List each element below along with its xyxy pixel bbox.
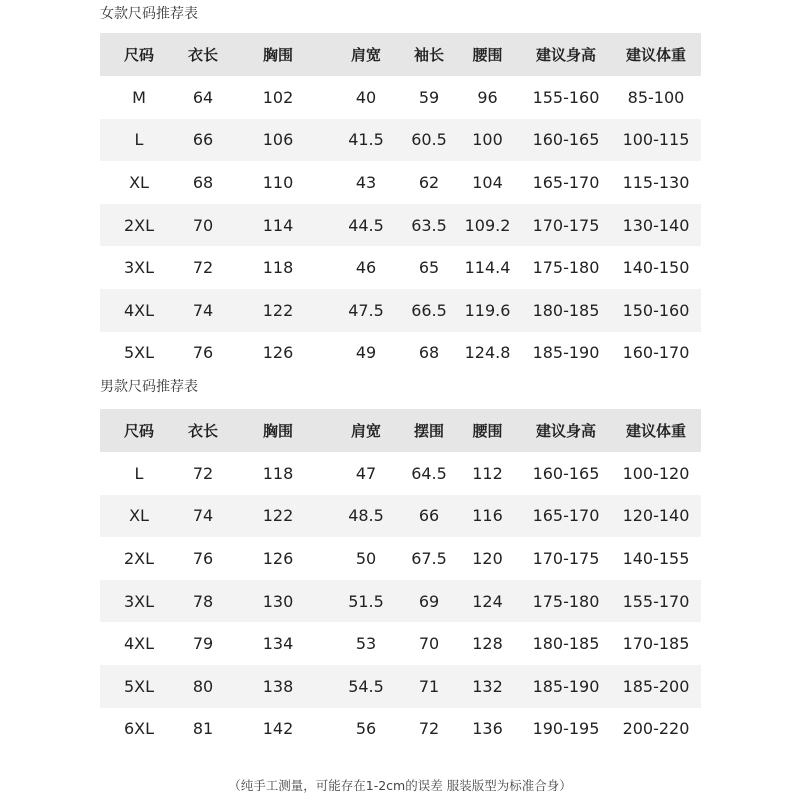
table-cell: 64 [192, 87, 214, 107]
table-cell: 112 [472, 463, 503, 483]
table-cell: 134 [262, 634, 294, 654]
table-row [100, 76, 701, 119]
table-cell: 124 [472, 591, 503, 611]
table-cell: 160-165 [532, 463, 600, 483]
table-cell: 185-200 [622, 676, 690, 696]
table-cell: 120-140 [622, 506, 690, 526]
men-size-table [100, 409, 701, 750]
table-row [100, 537, 701, 580]
table-cell: 4XL [123, 634, 155, 654]
table-cell: 180-185 [532, 300, 600, 320]
table-row [100, 452, 701, 495]
table-row [100, 495, 701, 538]
table-row [100, 204, 701, 247]
table-cell: 41.5 [348, 130, 384, 150]
table-cell: XL [129, 506, 149, 526]
table-cell: 160-165 [532, 130, 600, 150]
column-header: 尺码 [123, 422, 154, 440]
table-cell: 118 [262, 463, 294, 483]
table-cell: 100-115 [622, 130, 690, 150]
column-header: 腰围 [472, 46, 503, 64]
table-cell: 155-160 [532, 87, 600, 107]
column-header: 衣长 [187, 46, 218, 64]
table-cell: 118 [262, 258, 294, 278]
table-cell: 70 [418, 634, 440, 654]
table-cell: L [134, 463, 144, 483]
table-cell: 142 [262, 719, 294, 739]
table-cell: 56 [355, 719, 377, 739]
table-cell: 200-220 [622, 719, 690, 739]
table-row [100, 580, 701, 623]
table-cell: 96 [477, 87, 498, 107]
table-cell: 40 [355, 87, 377, 107]
table-row [100, 622, 701, 665]
column-header: 肩宽 [350, 46, 381, 64]
column-header: 肩宽 [350, 422, 381, 440]
women-header-row [100, 33, 701, 76]
column-header: 建议身高 [535, 46, 596, 64]
table-cell: 126 [262, 548, 294, 568]
women-size-table [100, 33, 701, 374]
table-cell: 66 [192, 130, 214, 150]
table-cell: 100 [472, 130, 503, 150]
table-cell: 170-175 [532, 548, 600, 568]
table-cell: 50 [355, 548, 377, 568]
table-cell: 72 [418, 719, 440, 739]
table-cell: 102 [262, 87, 294, 107]
table-cell: 185-190 [532, 676, 600, 696]
table-cell: L [134, 130, 144, 150]
table-cell: 53 [355, 634, 377, 654]
table-cell: 116 [472, 506, 503, 526]
table-cell: 106 [262, 130, 294, 150]
table-cell: 165-170 [532, 506, 600, 526]
table-cell: 2XL [123, 215, 155, 235]
table-cell: 190-195 [532, 719, 600, 739]
table-cell: 78 [192, 591, 214, 611]
table-cell: 81 [192, 719, 214, 739]
table-cell: 2XL [123, 548, 155, 568]
column-header: 袖长 [413, 46, 444, 64]
table-row [100, 665, 701, 708]
table-cell: 3XL [123, 591, 155, 611]
table-row [100, 246, 701, 289]
table-cell: 120 [472, 548, 503, 568]
table-cell: 66.5 [411, 300, 447, 320]
table-cell: 100-120 [622, 463, 690, 483]
women-size-chart-title: 女款尺码推荐表 [100, 6, 198, 22]
table-cell: 6XL [123, 719, 155, 739]
table-cell: 74 [192, 300, 214, 320]
table-cell: 49 [355, 343, 377, 363]
table-cell: 175-180 [532, 591, 600, 611]
table-cell: 110 [262, 172, 294, 192]
table-cell: 109.2 [464, 215, 511, 235]
table-cell: 60.5 [411, 130, 447, 150]
table-cell: M [132, 87, 146, 107]
table-cell: 85-100 [627, 87, 685, 107]
table-cell: 80 [192, 676, 214, 696]
table-cell: 72 [192, 463, 214, 483]
table-cell: 47.5 [348, 300, 384, 320]
table-row [100, 119, 701, 162]
table-cell: 51.5 [348, 591, 384, 611]
table-cell: 66 [418, 506, 440, 526]
table-cell: 76 [192, 548, 214, 568]
table-row [100, 708, 701, 751]
column-header: 衣长 [187, 422, 218, 440]
table-cell: 64.5 [411, 463, 447, 483]
table-cell: 71 [418, 676, 440, 696]
table-cell: 104 [472, 172, 503, 192]
table-cell: 128 [472, 634, 503, 654]
table-cell: 130 [262, 591, 294, 611]
measurement-note: （纯手工测量，可能存在1-2cm的误差 服装版型为标准合身） [228, 778, 572, 793]
table-cell: 5XL [123, 676, 155, 696]
table-cell: 138 [262, 676, 294, 696]
table-cell: XL [129, 172, 149, 192]
table-row [100, 332, 701, 375]
column-header: 建议体重 [625, 46, 686, 64]
table-cell: 115-130 [622, 172, 690, 192]
table-cell: 170-175 [532, 215, 600, 235]
table-cell: 46 [355, 258, 377, 278]
table-cell: 62 [418, 172, 440, 192]
table-cell: 140-155 [622, 548, 690, 568]
table-cell: 132 [472, 676, 503, 696]
table-cell: 170-185 [622, 634, 690, 654]
table-cell: 68 [192, 172, 214, 192]
table-cell: 5XL [123, 343, 155, 363]
table-cell: 3XL [123, 258, 155, 278]
table-cell: 126 [262, 343, 294, 363]
men-size-chart-title: 男款尺码推荐表 [100, 379, 198, 395]
column-header: 建议体重 [625, 422, 686, 440]
table-cell: 150-160 [622, 300, 690, 320]
table-cell: 160-170 [622, 343, 690, 363]
table-cell: 124.8 [464, 343, 511, 363]
table-cell: 122 [262, 300, 294, 320]
table-cell: 68 [418, 343, 440, 363]
table-cell: 44.5 [348, 215, 384, 235]
column-header: 尺码 [123, 46, 154, 64]
column-header: 建议身高 [535, 422, 596, 440]
table-cell: 76 [192, 343, 214, 363]
table-cell: 4XL [123, 300, 155, 320]
column-header: 胸围 [262, 422, 293, 440]
table-cell: 122 [262, 506, 294, 526]
table-cell: 72 [192, 258, 214, 278]
column-header: 摆围 [413, 422, 444, 440]
table-cell: 185-190 [532, 343, 600, 363]
table-cell: 130-140 [622, 215, 690, 235]
table-cell: 114 [262, 215, 294, 235]
table-row [100, 161, 701, 204]
table-cell: 74 [192, 506, 214, 526]
column-header: 腰围 [472, 422, 503, 440]
table-cell: 114.4 [464, 258, 511, 278]
table-cell: 59 [418, 87, 440, 107]
table-cell: 63.5 [411, 215, 447, 235]
table-cell: 43 [355, 172, 377, 192]
table-cell: 48.5 [348, 506, 384, 526]
table-cell: 140-150 [622, 258, 690, 278]
table-cell: 70 [192, 215, 214, 235]
table-cell: 54.5 [348, 676, 384, 696]
table-cell: 155-170 [622, 591, 690, 611]
men-header-row [100, 409, 701, 452]
table-cell: 175-180 [532, 258, 600, 278]
table-cell: 79 [192, 634, 214, 654]
table-row [100, 289, 701, 332]
column-header: 胸围 [262, 46, 293, 64]
table-cell: 67.5 [411, 548, 447, 568]
table-cell: 119.6 [464, 300, 511, 320]
table-cell: 136 [472, 719, 503, 739]
table-cell: 47 [355, 463, 377, 483]
table-cell: 180-185 [532, 634, 600, 654]
table-cell: 69 [418, 591, 440, 611]
table-cell: 165-170 [532, 172, 600, 192]
table-cell: 65 [418, 258, 440, 278]
